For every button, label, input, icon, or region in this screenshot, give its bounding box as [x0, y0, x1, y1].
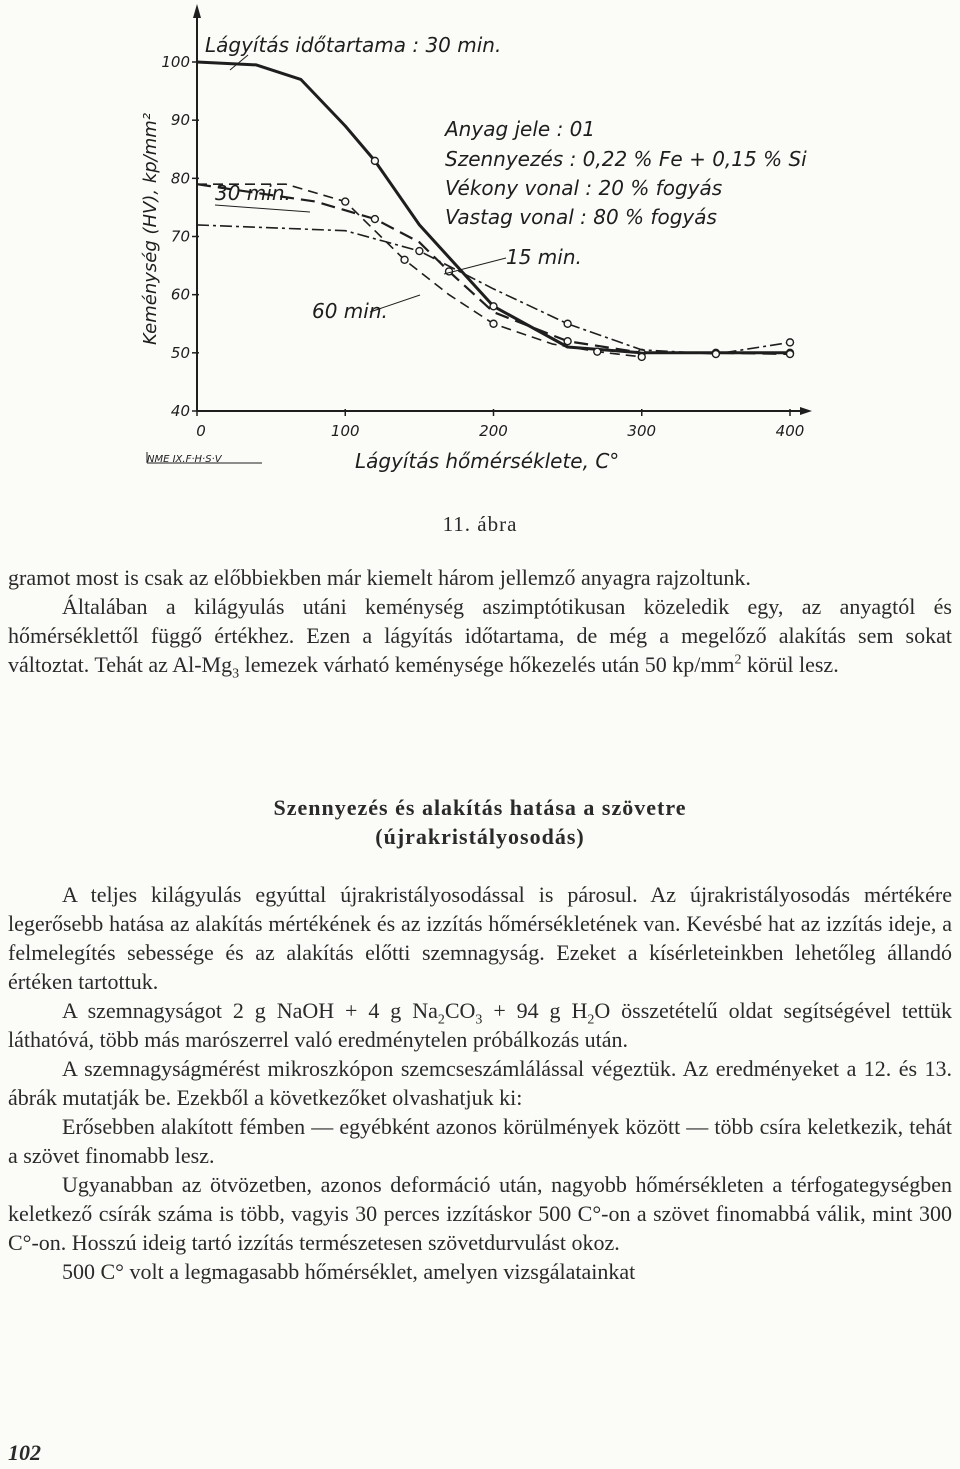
y-tick-label: 70	[170, 227, 190, 246]
data-point	[594, 348, 601, 355]
label-15-min: 15 min.	[506, 245, 582, 269]
paragraph-2-sup: 2	[734, 652, 742, 668]
paragraph-2	[8, 592, 952, 682]
x-tick-label: 0	[196, 422, 206, 440]
paragraph-8: 500 C° volt a legmagasabb hőmérséklet, amelyen vizsgálatainkat	[62, 1259, 636, 1284]
paragraph-4-sub-2: 3	[475, 1012, 483, 1028]
chart-axes	[147, 4, 812, 463]
data-point	[342, 198, 349, 205]
paragraph-4-text-2: CO	[444, 998, 476, 1023]
chart-ticks	[161, 53, 804, 440]
paragraph-2-text-2: lemezek várható keménysége hőkezelés után 50 kp/mm	[239, 652, 735, 677]
paragraph-2-text: Általában a kilágyulás utáni keménység aszimptótikusan közeledik egy, az anyagtól és hőmérséklettől függő értékhez. Ezen a lágyítás időtartama, de még a megelőző alakítás sem sokat változtat. Tehát az	[8, 594, 952, 677]
chart-legend-3: Vékony vonal : 20 % fogyás	[445, 176, 723, 200]
paragraph-4-sub-1: 2	[437, 1012, 445, 1028]
data-point	[401, 256, 408, 263]
paragraph-4-text-4: O összetételű oldat segítségével tettük láthatóvá, több más marószerrel való eredménytelen próbálkozás után.	[8, 998, 952, 1052]
data-point	[787, 339, 794, 346]
section-heading-line-1: Szennyezés és alakítás hatása a szövetre	[273, 795, 687, 820]
x-tick-label: 100	[330, 422, 360, 440]
text-block-2	[8, 880, 952, 1286]
y-axis-label: Keménység (HV), kp/mm²	[140, 112, 161, 345]
data-point	[564, 320, 571, 327]
label-60-min: 60 min.	[312, 299, 388, 323]
y-tick-label: 50	[170, 343, 190, 362]
paragraph-5: A szemnagyságmérést mikroszkópon szemcseszámlálással végeztük. Az eredményeket a 12. és 13. ábrák mutatják be. Ezekből a következőket olvashatjuk ki:	[8, 1056, 952, 1110]
page-number: 102	[8, 1440, 41, 1465]
x-axis-label: Lágyítás hőmérséklete, C°	[355, 449, 620, 473]
data-point	[371, 216, 378, 223]
paragraph-2-formula: Al-Mg	[172, 652, 233, 677]
x-tick-label: 400	[775, 422, 805, 440]
x-tick-label: 300	[627, 422, 657, 440]
paragraph-3: A teljes kilágyulás egyúttal újrakristályosodással is párosul. Az újrakristályosodás mértékére legerősebb hatása az alakítás mértékének és az izzítás hőmérsékletének van. Kevésbé hat az izzítás ideje, a felmelegítés sebessége és az alakítás előtti szemnagyság. Ezeket a kísérleteinkben lehetőleg állandó értéken tartottuk.	[8, 882, 952, 994]
chart-legend-2: Szennyezés : 0,22 % Fe + 0,15 % Si	[445, 147, 807, 171]
data-point	[564, 338, 571, 345]
paragraph-2-text-3: körül lesz.	[741, 652, 839, 677]
data-point	[712, 350, 719, 357]
figure-caption: 11. ábra	[442, 512, 518, 536]
data-point	[371, 157, 378, 164]
chart-callout-30-min	[215, 205, 310, 212]
text-block-1	[8, 563, 952, 682]
data-point	[490, 320, 497, 327]
data-point	[638, 353, 645, 360]
data-point	[490, 303, 497, 310]
y-tick-label: 90	[170, 111, 190, 130]
series-line-4	[197, 225, 790, 354]
paragraph-6: Erősebben alakított fémben — egyébként azonos körülmények között — több csíra keletkezik, tehát a szövet finomabb lesz.	[8, 1114, 952, 1168]
label-30-min: 30 min.	[215, 181, 291, 205]
chart-legend-1: Anyag jele : 01	[445, 117, 596, 141]
figure-11	[0, 0, 960, 500]
y-tick-label: 40	[170, 402, 190, 420]
x-tick-label: 200	[479, 422, 508, 440]
y-tick-label: 80	[170, 169, 190, 188]
chart-legend-4: Vastag vonal : 80 % fogyás	[445, 205, 717, 229]
chart-annotations	[140, 33, 807, 473]
chart-title: Lágyítás időtartama : 30 min.	[205, 33, 502, 57]
paragraph-2-sub: 3	[232, 666, 240, 682]
paragraph-4	[8, 996, 952, 1054]
paragraph-4-sub-3: 2	[587, 1012, 595, 1028]
paragraph-7: Ugyanabban az ötvözetben, azonos deformáció után, nagyobb hőmérsékleten a térfogategységben keletkező csírák száma is több, vagyis 30 perces izzításkor 500 C°-on a szövet finomabbá válik, mint 300 C°-on. Hosszú ideig tartó izzítás természetesen szövetdurvulást okoz.	[8, 1172, 952, 1255]
stamp-text: NME IX.F·H·S·V	[147, 454, 222, 465]
y-tick-label: 100	[161, 53, 190, 71]
line-chart	[0, 0, 960, 500]
paragraph-4-text-3: + 94 g H	[482, 998, 588, 1023]
paragraph-1: gramot most is csak az előbbiekben már kiemelt három jellemző anyagra rajzoltunk.	[8, 565, 751, 590]
data-point	[787, 350, 794, 357]
section-heading-line-2: (újrakristályosodás)	[375, 824, 585, 849]
data-point	[416, 248, 423, 255]
paragraph-4-text: A szemnagyságot 2 g NaOH + 4 g Na	[62, 998, 438, 1023]
section-heading	[0, 793, 960, 851]
y-tick-label: 60	[170, 285, 190, 304]
y-axis-arrow	[193, 4, 201, 18]
x-axis-arrow	[800, 407, 812, 415]
